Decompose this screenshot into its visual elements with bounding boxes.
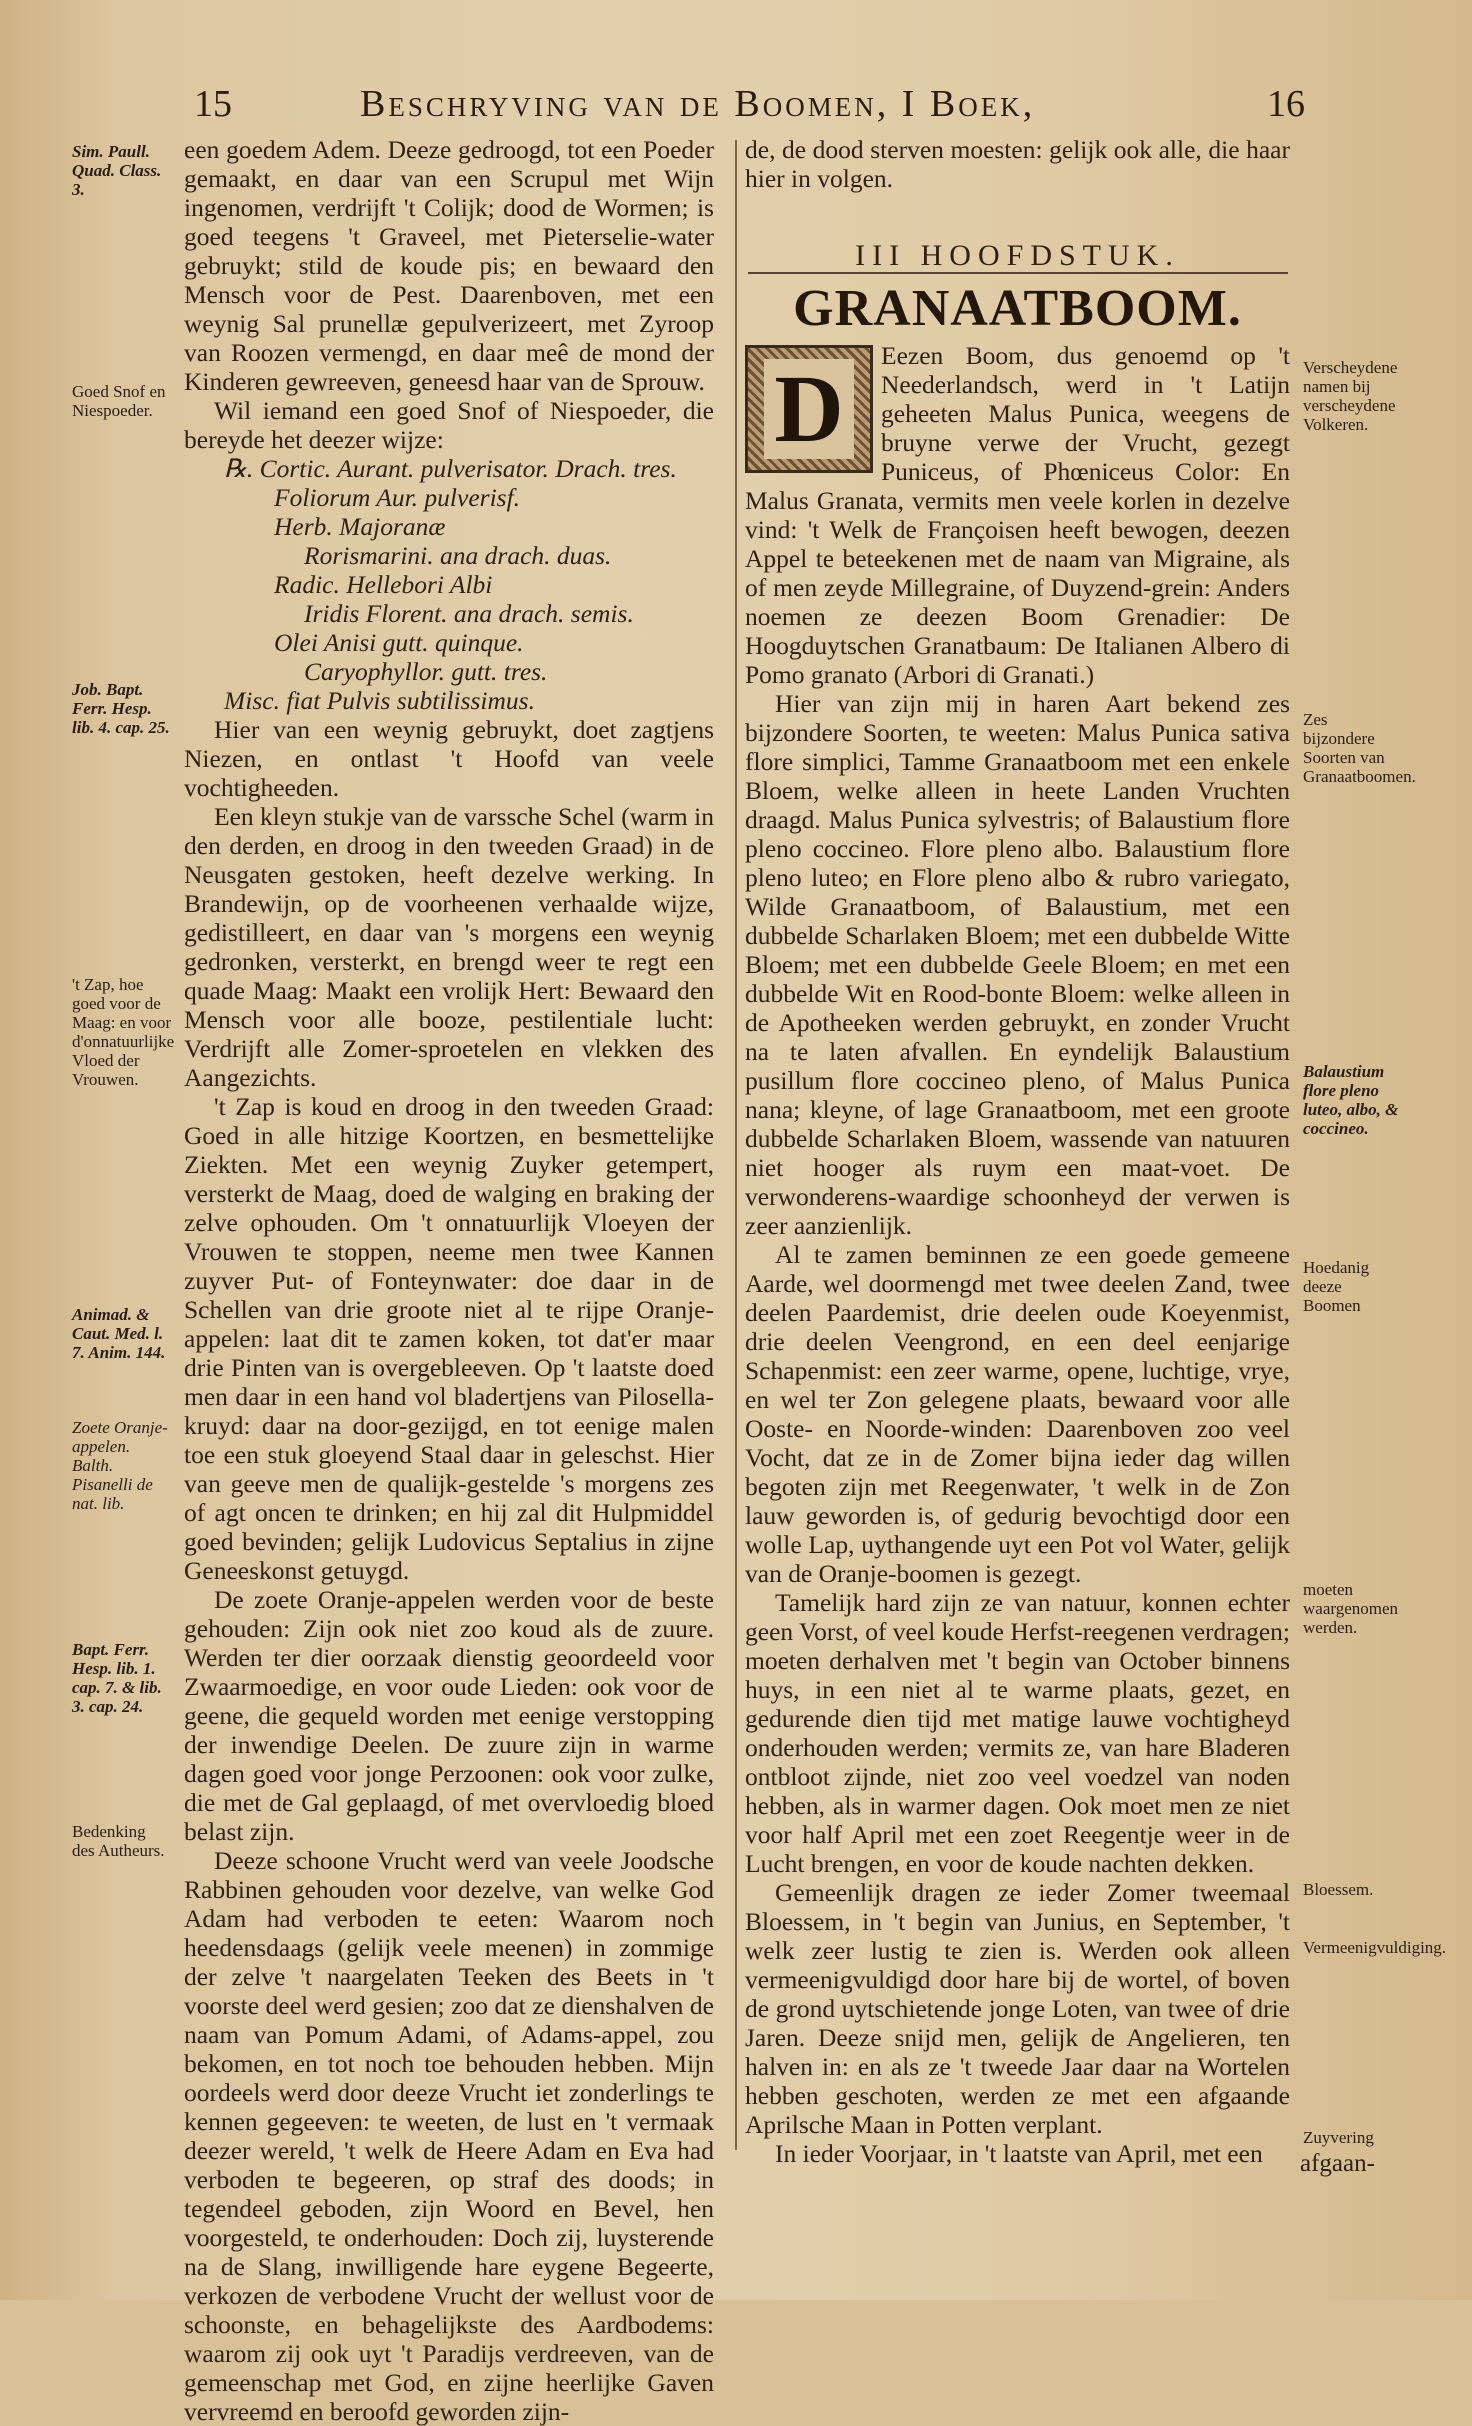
page-number-right: 16 (1267, 83, 1305, 125)
paragraph: De zoete Oranje-appelen werden voor de beste gehouden: Zijn ook niet zoo koud als de zuure. Werden ter dier oorzaak dienstig geoordeeld voor Zwaarmoedige, en voor oude Lieden: ook voor de geene, die gequeld worden met eenige verstopping der inwendige Deelen. De zuure zijn in warme dagen goed voor jonge Perzoonen: ook voor zulke, die met de Gal geplaagd, of met overvloedig bloed belast zijn. (184, 1585, 714, 1846)
chapter-title: GRANAATBOOM. (793, 280, 1242, 337)
paragraph: Tamelijk hard zijn ze van natuur, konnen echter geen Vorst, of veel koude Herfst-reegenen verdragen; moeten derhalven met 't begin van October binnens huys, in een niet al te warme plaats, gezet, en gedurende dien tijd met matige lauwe vochtigheyd onderhouden werden; vermits ze, van hare Bladeren ontbloot zijnde, niet zoo veel voedzel van noden hebben, als in warmer dagen. Ook moet men ze niet voor half April met een zoet Reegentje weer in de Lucht brengen, en voor de koude nachten dekken. (745, 1588, 1290, 1878)
initial-letter: D (764, 359, 853, 459)
recipe-line: Herb. Majoranæ (274, 512, 446, 541)
paragraph: Een kleyn stukje van de varssche Schel (warm in den derden, en droog in den tweeden Graad) in de Neusgaten gestoken, heeft dezelve werking. In Brandewijn, op de voorheenen verhaalde wijze, gedistilleert, en daar van 's morgens een weynig gedronken, versterkt, en brengd weer te regt een quade Maag: Maakt een vrolijk Hert: Bewaard den Mensch voor alle booze, pestilentiale lucht: Verdrijft alle Zomer-sproetelen en vlekken des Aangezichts. (184, 802, 714, 1092)
column-divider (735, 140, 737, 2150)
page-number-left: 15 (194, 83, 232, 125)
paragraph: Eezen Boom, dus genoemd op 't Neederlandsch, werd in 't Latijn geheeten Malus Punica, weegens de bruyne verwe der Vrucht, gezegt Puniceus, of Phœniceus Color: En Malus Granata, vermits men veele korlen in dezelve vind: 't Welk de Françoisen heeft bewogen, deezen Appel te beteekenen met de naam van Migraine, als of men zeyde Millegraine, of Duyzend-grein: Anders noemen ze deezen Boom Grenadier: De Hoogduytschen Granatbaum: De Italianen Albero di Pomo granato (Arbori di Granati.) (745, 341, 1290, 689)
paragraph: Gemeenlijk dragen ze ieder Zomer tweemaal Bloessem, in 't begin van Junius, en September, 't welk zeer lustig te zien is. Werden ook alleen vermeenigvuldigd door hare bij de wortel, of boven de grond uytschietende jonge Loten, van twee of drie Jaren. Deeze snijd men, gelijk de Angelieren, ten halven in: en als ze 't tweede Jaar daar na Wortelen hebben geschoten, werden ze met een afgaande Aprilsche Maan in Potten verplant. (745, 1878, 1290, 2139)
margin-note: Goed Snof en Niespoeder. (72, 382, 166, 420)
margin-note: Zoete Oranje-appelen. Balth. Pisanelli de nat. lib. (72, 1418, 168, 1513)
recipe-line: Misc. fiat Pulvis subtilissimus. (224, 686, 535, 715)
margin-note: Zuyvering (1303, 2128, 1374, 2147)
margin-note: Sim. Paull. Quad. Class. 3. (72, 142, 162, 199)
margin-note: Bloessem. (1303, 1880, 1374, 1899)
decorated-initial (745, 345, 873, 473)
recipe-line: Radic. Hellebori Albi (274, 570, 493, 599)
recipe-line: Caryophyllor. gutt. tres. (304, 657, 548, 686)
paragraph: de, de dood sterven moesten: gelijk ook alle, die haar hier in volgen. (745, 135, 1290, 193)
recipe-line: Olei Anisi gutt. quinque. (274, 628, 524, 657)
margin-note: Job. Bapt. Ferr. Hesp. lib. 4. cap. 25. (72, 680, 170, 737)
recipe-line: ℞. Cortic. Aurant. pulverisator. Drach. tres. (224, 454, 677, 483)
running-title: Beschryving van de Boomen, I Boek, (360, 83, 1036, 125)
recipe (184, 454, 714, 715)
paragraph: Hier van zijn mij in haren Aart bekend zes bijzondere Soorten, te weeten: Malus Punica sativa flore simplici, Tamme Granaatboom met een enkele Bloem, welke alleen in heete Landen Vruchten draagd. Malus Punica sylvestris; of Balaustium flore pleno coccineo. Flore pleno albo. Balaustium flore pleno luteo; en Flore pleno albo & rubro variegato, Wilde Granaatboom, of Balaustium, met een dubbelde Scharlaken Bloem; met een dubbelde Witte Bloem; met een dubbelde Geele Bloem; en met een dubbelde Wit en Rood-bonte Bloem: welke alleen in de Apotheeken werden gebruykt, en zonder Vrucht na te laten afvallen. En eyndelijk Balaustium pusillum flore coccineo pleno, of Malus Punica nana; kleyne, of lage Granaatboom, met een groote dubbelde Scharlaken Bloem, wassende van natuuren niet hooger als ruym een maat-voet. De verwonderens-waardige schoonheyd der verwen is zeer aanzienlijk. (745, 689, 1290, 1240)
margin-note: Bapt. Ferr. Hesp. lib. 1. cap. 7. & lib. 3. cap. 24. (72, 1640, 162, 1716)
margin-note: Hoedanig deeze Boomen (1303, 1258, 1370, 1315)
paragraph: Wil iemand een goed Snof of Niespoeder, die bereyde het deezer wijze: (184, 396, 714, 454)
margin-note: Bedenking des Autheurs. (72, 1822, 165, 1860)
paragraph: Al te zamen beminnen ze een goede gemeene Aarde, wel doormengd met twee deelen Zand, twee deelen Paardemist, drie deelen oude Koeyenmist, drie deelen Veengrond, en een deel eenjarige Schapenmist: een zeer warme, opene, luchtige, vrye, en wel ter Zon gelegene plaats, bewaard voor alle Ooste- en Noorde-winden: Daarenboven zoo veel Vocht, dat ze in de Zomer bijna ieder dag willen begoten zijn met Reegenwater, 't welk in de Zon lauw geworden is, of gedurig bevochtigd door een wolle Lap, uythangende uyt een Pot vol Water, gelijk van de Oranje-boomen is gezegt. (745, 1240, 1290, 1588)
margin-note: Verscheydene namen bij verscheydene Volkeren. (1303, 358, 1398, 434)
margin-note: Balaustium flore pleno luteo, albo, & coccineo. (1303, 1062, 1399, 1138)
recipe-line: Rorismarini. ana drach. duas. (304, 541, 612, 570)
recipe-line: Foliorum Aur. pulverisf. (274, 483, 521, 512)
margin-note: Vermeenigvuldiging. (1303, 1938, 1447, 1957)
recipe-line: Iridis Florent. ana drach. semis. (304, 599, 634, 628)
paragraph: een goedem Adem. Deeze gedroogd, tot een Poeder gemaakt, en daar van een Scrupul met Wijn ingenomen, verdrijft 't Colijk; dood de Wormen; is goed teegens 't Graveel, met Pieterselie-water gebruykt; stild de koude pis; en bewaard den Mensch voor de Pest. Daarenboven, met een weynig Sal prunellæ gepulverizeert, met Zyroop van Roozen vermengd, en daar meê de mond der Kinderen gewreeven, geneesd haar van de Sprouw. (184, 135, 714, 396)
margin-note: Zes bijzondere Soorten van Granaatboomen. (1303, 710, 1416, 786)
margin-note: Animad. & Caut. Med. l. 7. Anim. 144. (72, 1305, 166, 1362)
paragraph: Deeze schoone Vrucht werd van veele Joodsche Rabbinen gehouden voor dezelve, van welke God Adam had verboden te eeten: Waarom noch heedensdaags (gelijk veele meenen) in zommige der zelve 't naargelaten Teeken des Beets in 't voorste deel werd gesien; zoo dat ze dienshalven de naam van Pomum Adami, of Adams-appel, zou bekomen, en tot noch toe behouden hebben. Mijn oordeels werd door deeze Vrucht iet zonderlings te kennen gegeeven: te weeten, de lust en 't vermaak deezer wereld, 't welk de Heere Adam en Eva had verboden te begeeren, op straf des doods; in tegendeel geboden, zijn Woord en Bevel, hen voorgesteld, te onderhouden: Doch zij, luysterende na de Slang, inwilligende hare eygene Begeerte, verkozen de verbodene Vrucht der wellust voor de schoonste, en behagelijkste des Aardbodems: waarom zij ook uyt 't Paradijs verdreeven, van de gemeenschap met God, en zijne heerlijke Gaven vervreemd en beroofd geworden zijn- (184, 1846, 714, 2426)
heading-rule (748, 272, 1288, 274)
left-column (184, 135, 714, 2426)
margin-note: moeten waargenomen werden. (1303, 1580, 1399, 1637)
right-column (745, 135, 1290, 2168)
chapter-heading: III HOOFDSTUK. (855, 239, 1180, 272)
paragraph: Hier van een weynig gebruykt, doet zagtjens Niezen, en ontlast 't Hoofd van veele vochtigheeden. (184, 715, 714, 802)
catchword: afgaan- (1300, 2150, 1375, 2177)
page-header (180, 82, 1305, 132)
paragraph: 't Zap is koud en droog in den tweeden Graad: Goed in alle hitzige Koortzen, en besmettelijke Ziekten. Met een weynig Zuyker getempert, versterkt de Maag, doed de walging en braking der zelve ophouden. Om 't onnatuurlijk Vloeyen der Vrouwen te stoppen, neeme men twee Kannen zuyver Put- of Fonteynwater: doe daar in de Schellen van drie groote niet al te rijpe Oranje-appelen: laat dit te zamen koken, tot dat'er maar drie Pinten van is overgebleeven. Op 't laatste doed men daar in een hand vol bladertjens van Pilosella-kruyd: daar na door-gezijgd, en tot eenige malen toe een stuk gloeyend Staal daar in geleschst. Hier van geeve men de qualijk-gestelde 's morgens zes of agt oncen te drinken; en hij zal dit Hulpmiddel goed bevinden; gelijk Ludovicus Septalius in zijne Geneeskonst getuygd. (184, 1092, 714, 1585)
margin-note: 't Zap, hoe goed voor de Maag: en voor d'onnatuurlijke Vloed der Vrouwen. (72, 975, 175, 1089)
paragraph: In ieder Voorjaar, in 't laatste van April, met een (775, 2139, 1263, 2168)
